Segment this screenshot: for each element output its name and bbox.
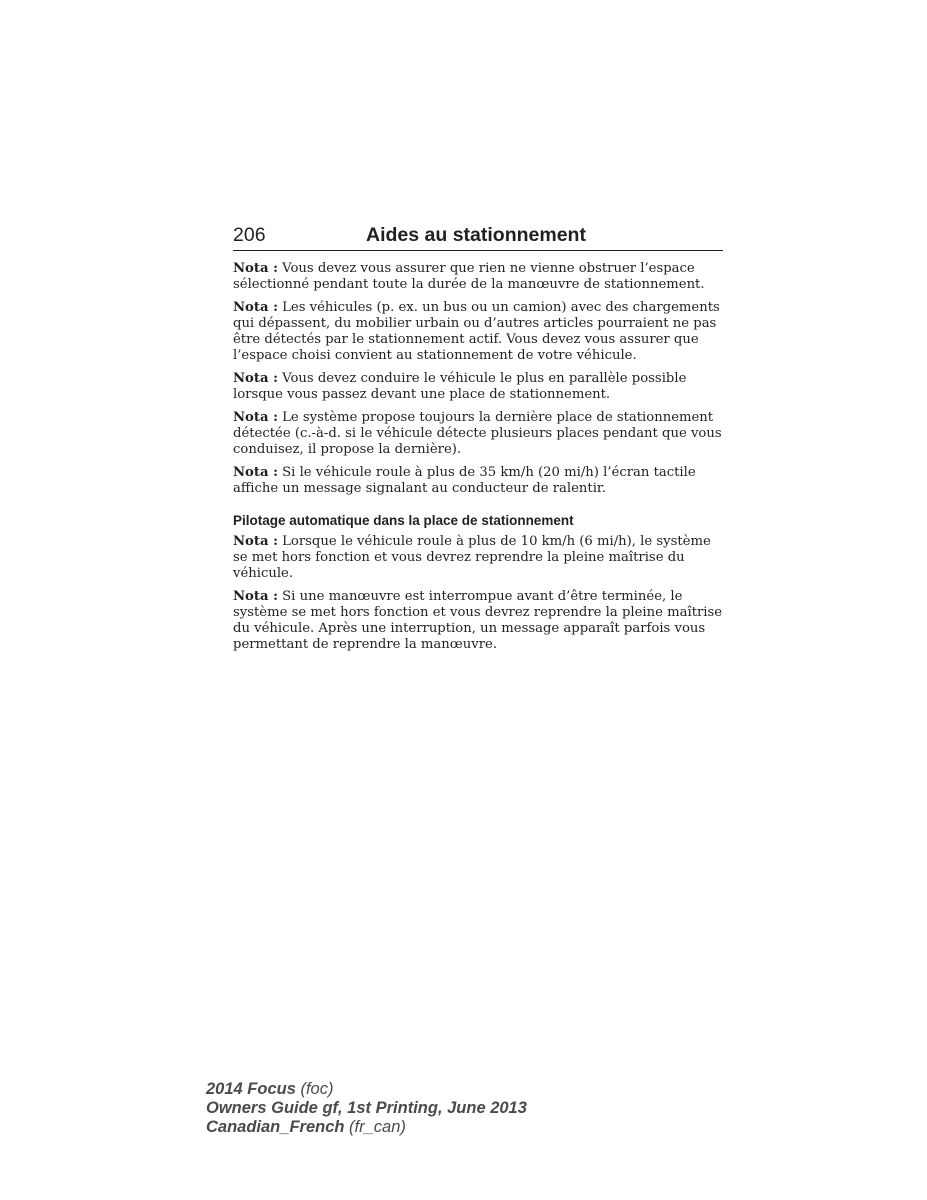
- page-title: Aides au stationnement: [366, 224, 586, 246]
- note-label: Nota :: [233, 300, 278, 315]
- page-content: [233, 261, 725, 660]
- footer-language: Canadian_French: [206, 1118, 345, 1136]
- note-label: Nota :: [233, 534, 278, 549]
- note-label: Nota :: [233, 371, 278, 386]
- footer-model-code: (foc): [295, 1080, 334, 1098]
- note-paragraph: [233, 465, 725, 497]
- footer-line-model: [206, 1080, 527, 1099]
- note-paragraph: [233, 300, 725, 364]
- note-text: Vous devez vous assurer que rien ne vienne obstruer l’espace sélectionné pendant toute la durée de la manœuvre de stationnement.: [233, 261, 705, 292]
- footer-language-code: (fr_can): [344, 1118, 406, 1136]
- note-paragraph: [233, 589, 725, 653]
- note-label: Nota :: [233, 410, 278, 425]
- footer-line-printing: [206, 1099, 527, 1118]
- note-text: Le système propose toujours la dernière place de stationnement détectée (c.-à-d. si le véhicule détecte plusieurs places pendant que vous conduisez, il propose la dernière).: [233, 410, 722, 457]
- note-paragraph: [233, 534, 725, 582]
- print-footer: [206, 1080, 527, 1137]
- note-text: Si le véhicule roule à plus de 35 km/h (20 mi/h) l’écran tactile affiche un message signalant au conducteur de ralentir.: [233, 465, 696, 496]
- note-paragraph: [233, 371, 725, 403]
- footer-line-language: [206, 1118, 527, 1137]
- section-heading: Pilotage automatique dans la place de stationnement: [233, 513, 574, 528]
- note-label: Nota :: [233, 465, 278, 480]
- note-label: Nota :: [233, 589, 278, 604]
- page-number: 206: [233, 224, 266, 246]
- page-header: [233, 222, 723, 251]
- note-text: Si une manœuvre est interrompue avant d’être terminée, le système se met hors fonction et vous devrez reprendre la pleine maîtrise du véhicule. Après une interruption, un message apparaît parfois vous permettant de reprendre la manœuvre.: [233, 589, 723, 652]
- note-paragraph: [233, 410, 725, 458]
- note-paragraph: [233, 261, 725, 293]
- note-text: Lorsque le véhicule roule à plus de 10 km/h (6 mi/h), le système se met hors fonction et vous devrez reprendre la pleine maîtrise du véhicule.: [233, 534, 711, 581]
- footer-model: 2014 Focus: [206, 1080, 296, 1098]
- note-text: Vous devez conduire le véhicule le plus en parallèle possible lorsque vous passez devant une place de stationnement.: [233, 371, 687, 402]
- note-text: Les véhicules (p. ex. un bus ou un camion) avec des chargements qui dépassent, du mobilier urbain ou d’autres articles pourraient ne pas être détectés par le stationnement actif. Vous devez vous assurer que l’espace choisi convient au stationnement de votre véhicule.: [233, 300, 720, 363]
- note-label: Nota :: [233, 261, 278, 276]
- footer-printing: Owners Guide gf, 1st Printing, June 2013: [206, 1099, 527, 1117]
